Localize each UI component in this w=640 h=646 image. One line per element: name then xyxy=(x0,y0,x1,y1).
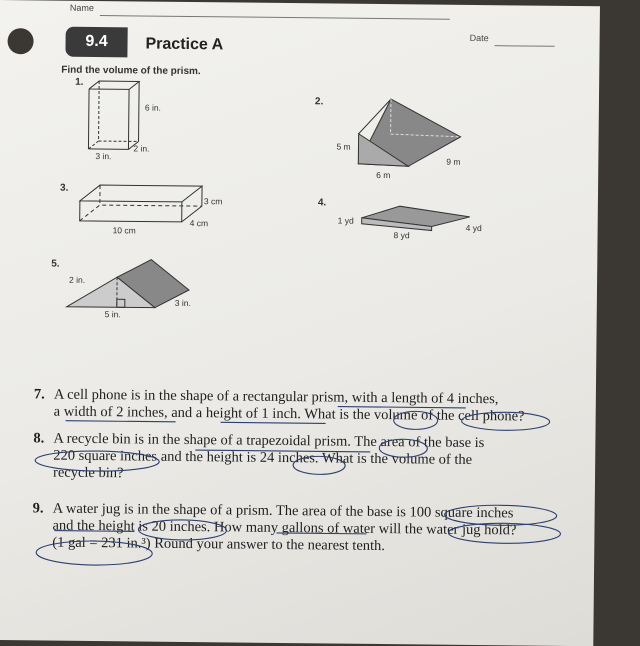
page-title: Practice A xyxy=(145,36,223,55)
problem-text-line: 220 square inches and the height is 24 inches. What is the volume of the xyxy=(33,447,484,469)
figure-dim: 10 cm xyxy=(113,225,136,235)
pen-circle xyxy=(394,411,438,429)
problem-number: 7. xyxy=(34,386,54,403)
pen-circle xyxy=(445,505,557,526)
figure-dim: 5 m xyxy=(336,142,350,152)
pen-underline xyxy=(195,450,370,452)
problem-number: 8. xyxy=(33,430,53,447)
figure-dim: 6 in. xyxy=(145,103,161,113)
pen-circle xyxy=(462,412,550,431)
date-label: Date xyxy=(470,33,489,43)
figure-dim: 1 yd xyxy=(338,216,354,226)
figure-dim: 4 cm xyxy=(190,218,209,228)
problem-text-line: and the height is 20 inches. How many gallons of water will the water jug hold? xyxy=(32,517,516,539)
figure-dim: 5 in. xyxy=(105,309,121,319)
pen-circle xyxy=(293,456,345,475)
figure-dim: 2 in. xyxy=(69,275,85,285)
name-label: Name xyxy=(70,3,94,13)
figure-number: 4. xyxy=(318,197,326,208)
lesson-number-box: 9.4 xyxy=(65,27,127,58)
pen-underline xyxy=(54,531,134,532)
figure-number: 3. xyxy=(60,183,68,194)
pen-circle xyxy=(35,450,159,471)
problem-text-line: recycle bin? xyxy=(33,464,484,486)
figure-dim: 8 yd xyxy=(394,230,410,240)
figure-number: 5. xyxy=(51,259,59,270)
pen-underline xyxy=(221,422,326,423)
figure-dim: 6 m xyxy=(376,170,390,180)
figure-dim: 4 yd xyxy=(466,223,482,233)
instructions: Find the volume of the prism. xyxy=(61,65,201,77)
figure-dim: 3 cm xyxy=(204,196,223,206)
figure-number: 1. xyxy=(75,77,83,88)
pen-circle xyxy=(36,540,152,565)
problem-text-line: A cell phone is in the shape of a rectangular prism, with a length of 4 inches, xyxy=(54,387,499,408)
figure-dim: 2 in. xyxy=(133,143,149,153)
pen-circle xyxy=(138,519,226,540)
pen-underline xyxy=(276,533,366,534)
problem-text-line: (1 gal = 231 in.³) Round your answer to the nearest tenth. xyxy=(32,534,516,556)
problem-text-line: A recycle bin is in the shape of a trapezoidal prism. The area of the base is xyxy=(53,431,484,452)
problem-text-line: a width of 2 inches, and a height of 1 inch. What is the volume of the cell phone? xyxy=(34,403,525,425)
pen-circle xyxy=(448,523,560,544)
figure-dim: 3 in. xyxy=(95,151,111,161)
pen-underline xyxy=(338,407,466,408)
problem-text-line: A water jug is in the shape of a prism. The area of the base is 100 square inches xyxy=(53,501,514,522)
problem-number: 9. xyxy=(33,500,53,517)
figure-number: 2. xyxy=(315,96,323,107)
pen-underline xyxy=(66,421,176,422)
pen-circle xyxy=(379,439,427,458)
figure-dim: 3 in. xyxy=(175,298,191,308)
figure-dim: 9 m xyxy=(446,157,460,167)
